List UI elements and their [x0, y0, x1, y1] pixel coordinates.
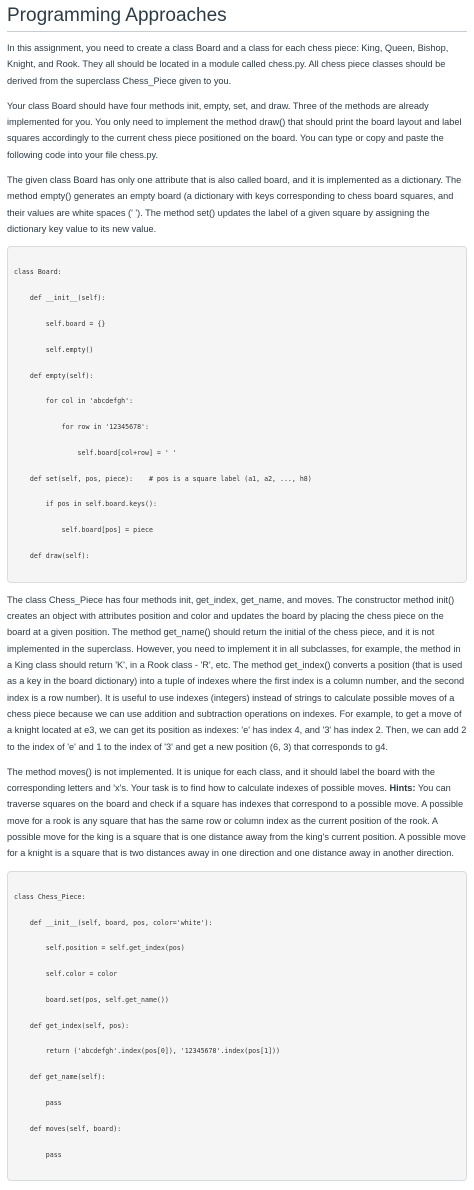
moves-text-after: You can traverse squares on the board and check if a square has indexes that correspond to a possible move. A possible move for a rook is any square that has the same row or column index as the current position of the rook. A possible move for the king is a square that is one distance away from the king's current position. A possible move for a knight is a square that is two distances away in one direction and one distance away in another direction. [7, 783, 466, 859]
code-line: def set(self, pos, piece): # pos is a square label (a1, a2, ..., h8) [14, 474, 312, 483]
code-line: self.board[pos] = piece [14, 526, 153, 535]
code-line: pass [14, 1150, 62, 1159]
code-line: class Chess_Piece: [14, 892, 86, 901]
code-line: self.position = self.get_index(pos) [14, 944, 185, 953]
code-line: for row in '12345678': [14, 423, 149, 432]
code-line: for col in 'abcdefgh': [14, 397, 134, 406]
code-line: def moves(self, board): [14, 1124, 122, 1133]
code-line: pass [14, 1099, 62, 1108]
page-title: Programming Approaches [7, 5, 227, 26]
code-line: class Board: [14, 268, 62, 277]
moves-text-before: The method moves() is not implemented. It is unique for each class, and it should label the board with the corresponding letters and 'x's. Your task is to find how to calculate indexes of possible moves. [7, 766, 435, 794]
code-line: self.board[col+row] = ' ' [14, 448, 177, 457]
code-line: if pos in self.board.keys(): [14, 500, 157, 509]
code-line: def __init__(self): [14, 294, 106, 303]
code-block-board [7, 246, 467, 583]
code-line: self.color = color [14, 970, 118, 979]
paragraph-chess-piece: The class Chess_Piece has four methods init, get_index, get_name, and moves. The constructor method init() creates an object with attributes position and color and updates the board by placing the chess piece on the board at a given position. The method get_name() should return the initial of the chess piece, and it is not implemented in the superclass. However, you need to implement it in all subclasses, for example, the method in a King class should return 'K', in a Rook class - 'R', etc. The method get_index() converts a position (that is used as a key in the board dictionary) into a tuple of indexes where the first index is a column number, and the second index is a row number). It is useful to use indexes (integers) instead of strings to calculate possible moves of a chess piece because we can use addition and subtraction operations on indexes. For example, to get a move of a knight located at e3, we can get its position as indexes: 'e' has index 4, and '3' has index 2. Then, we can add 2 to the index of 'e' and 1 to the index of '3' and get a new position (6, 3) that corresponds to g4. [7, 594, 467, 752]
code-line: def get_name(self): [14, 1073, 106, 1082]
title-divider [7, 31, 467, 32]
paragraph-board-methods: Your class Board should have four methods init, empty, set, and draw. Three of the methods are already implemented for you. You only need to implement the method draw() that should print the board layout and label squares accordingly to the current chess piece positioned on the board. You can type or copy and paste the following code into your file chess.py. [7, 100, 462, 160]
page [7, 0, 467, 1190]
code-line: def draw(self): [14, 552, 90, 561]
code-line: self.board = {} [14, 320, 106, 329]
code-line: self.empty() [14, 345, 94, 354]
code-block-chess-piece [7, 871, 467, 1182]
paragraph-moves [7, 764, 467, 862]
code-line: def get_index(self, pos): [14, 1021, 130, 1030]
code-line: def __init__(self, board, pos, color='white'): [14, 918, 213, 927]
paragraph-board-attribute: The given class Board has only one attribute that is also called board, and it is implemented as a dictionary. The method empty() generates an empty board (a dictionary with keys corresponding to chess board squares, and their values are white spaces (' '). The method set() updates the label of a given square by assigning the dictionary key value to its new value. [7, 175, 462, 234]
code-line: return ('abcdefgh'.index(pos[0]), '12345678'.index(pos[1])) [14, 1047, 280, 1056]
code-line: def empty(self): [14, 371, 94, 380]
paragraph-intro: In this assignment, you need to create a class Board and a class for each chess piece: King, Queen, Bishop, Knight, and Rook. They all should be located in a module called chess.py. All chess piece classes should be derived from the superclass Chess_Piece given to you. [7, 43, 449, 86]
code-line: board.set(pos, self.get_name()) [14, 995, 169, 1004]
hints-label: Hints: [389, 783, 416, 794]
